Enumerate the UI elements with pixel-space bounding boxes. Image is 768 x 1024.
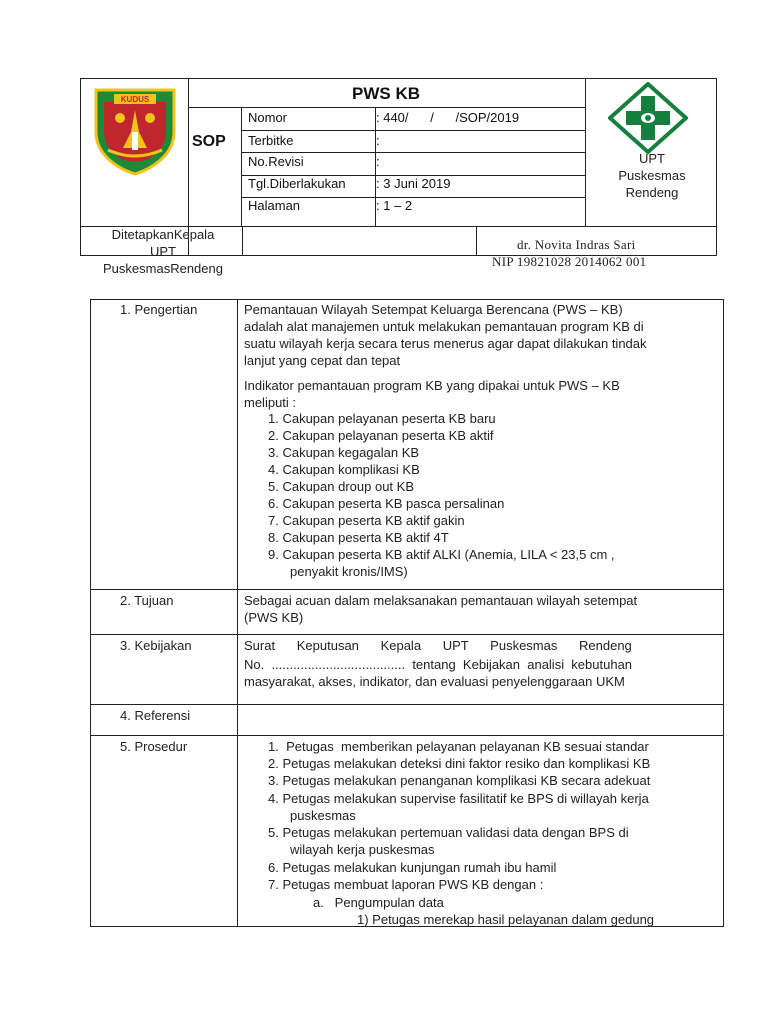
tujuan-text-line: Sebagai acuan dalam melaksanakan pemantauan wilayah setempat	[244, 593, 638, 608]
field-value-nomor: : 440/ / /SOP/2019	[376, 110, 520, 125]
org-line-2: Puskesmas	[618, 168, 686, 183]
kebijakan-text-line: masyarakat, akses, indikator, dan evaluasi penyelenggaraan UKM	[244, 674, 625, 689]
prosedur-sub-item: a. Pengumpulan data	[313, 895, 444, 910]
field-label-tanggal: Tgl.Diberlakukan	[248, 176, 346, 191]
indikator-list-item-continued: penyakit kronis/IMS)	[290, 564, 408, 579]
pengertian-text-line: Pemantauan Wilayah Setempat Keluarga Berencana (PWS – KB)	[244, 302, 623, 317]
pengertian-text-line: adalah alat manajemen untuk melakukan pemantauan program KB di	[244, 319, 644, 334]
pengertian-text-line: suatu wilayah kerja secara terus menerus agar dapat dilakukan tindak	[244, 336, 647, 351]
prosedur-list-item: 2. Petugas melakukan deteksi dini faktor resiko dan komplikasi KB	[268, 756, 651, 771]
section-label-prosedur: 5. Prosedur	[120, 739, 188, 754]
field-value-halaman: : 1 – 2	[376, 198, 413, 213]
prosedur-list-item: 7. Petugas membuat laporan PWS KB dengan :	[268, 877, 544, 892]
indikator-list-item: 1. Cakupan pelayanan peserta KB baru	[268, 411, 496, 426]
prosedur-list-item: 3. Petugas melakukan penanganan komplikasi KB secara adekuat	[268, 773, 651, 788]
field-value-tanggal: : 3 Juni 2019	[376, 176, 451, 191]
puskesmas-logo	[608, 82, 688, 156]
field-value-terbitke: :	[376, 133, 380, 148]
section-label-referensi: 4. Referensi	[120, 708, 191, 723]
approved-by	[83, 226, 243, 277]
prosedur-list-item: 4. Petugas melakukan supervise fasilitatif ke BPS di willayah kerja	[268, 791, 649, 806]
prosedur-list-item-continued: wilayah kerja puskesmas	[290, 842, 435, 857]
org-line-1: UPT	[639, 151, 665, 166]
indikator-text-line: meliputi :	[244, 395, 297, 410]
field-value-revisi: :	[376, 154, 380, 169]
field-label-nomor: Nomor	[248, 110, 288, 125]
org-line-3: Rendeng	[625, 185, 679, 200]
pengertian-text-line: lanjut yang cepat dan tepat	[244, 353, 401, 368]
sop-label: SOP	[192, 133, 226, 150]
indikator-list-item: 9. Cakupan peserta KB aktif ALKI (Anemia, LILA < 23,5 cm ,	[268, 547, 615, 562]
prosedur-sub-sub-item: 1) Petugas merekap hasil pelayanan dalam gedung	[357, 912, 655, 927]
prosedur-list-item: 1. Petugas memberikan pelayanan pelayanan KB sesuai standar	[268, 739, 649, 754]
section-label-pengertian: 1. Pengertian	[120, 302, 198, 317]
indikator-list-item: 8. Cakupan peserta KB aktif 4T	[268, 530, 449, 545]
logo-banner-text: KUDUS	[120, 95, 150, 104]
field-label-terbitke: Terbitke	[248, 133, 294, 148]
document-title: PWS KB	[352, 84, 420, 103]
kebijakan-text-line: Surat Keputusan Kepala UPT Puskesmas Rendeng	[244, 638, 632, 653]
field-label-revisi: No.Revisi	[248, 154, 304, 169]
approved-by-line-1: DitetapkanKepala	[111, 227, 215, 242]
signer-name: dr. Novita Indras Sari	[517, 237, 636, 252]
indikator-list-item: 3. Cakupan kegagalan KB	[268, 445, 420, 460]
organization-name	[602, 150, 702, 201]
prosedur-list-item: 6. Petugas melakukan kunjungan rumah ibu hamil	[268, 860, 557, 875]
kudus-regency-logo	[92, 88, 178, 176]
approved-by-line-3: PuskesmasRendeng	[103, 261, 223, 276]
approved-by-line-2: UPT	[150, 244, 176, 259]
prosedur-list-item-continued: puskesmas	[290, 808, 356, 823]
tujuan-text-line: (PWS KB)	[244, 610, 304, 625]
signature-block	[492, 236, 646, 270]
section-label-kebijakan: 3. Kebijakan	[120, 638, 192, 653]
prosedur-list-item: 5. Petugas melakukan pertemuan validasi data dengan BPS di	[268, 825, 629, 840]
indikator-list-item: 5. Cakupan droup out KB	[268, 479, 414, 494]
signer-nip: NIP 19821028 2014062 001	[492, 254, 647, 269]
indikator-list-item: 2. Cakupan pelayanan peserta KB aktif	[268, 428, 494, 443]
field-label-halaman: Halaman	[248, 198, 301, 213]
indikator-list-item: 7. Cakupan peserta KB aktif gakin	[268, 513, 465, 528]
indikator-text-line: Indikator pemantauan program KB yang dipakai untuk PWS – KB	[244, 378, 620, 393]
section-label-tujuan: 2. Tujuan	[120, 593, 174, 608]
indikator-list-item: 4. Cakupan komplikasi KB	[268, 462, 420, 477]
kebijakan-text-line: No. ..................................... tentang Kebijakan analisi kebutuhan	[244, 657, 633, 672]
indikator-list-item: 6. Cakupan peserta KB pasca persalinan	[268, 496, 505, 511]
